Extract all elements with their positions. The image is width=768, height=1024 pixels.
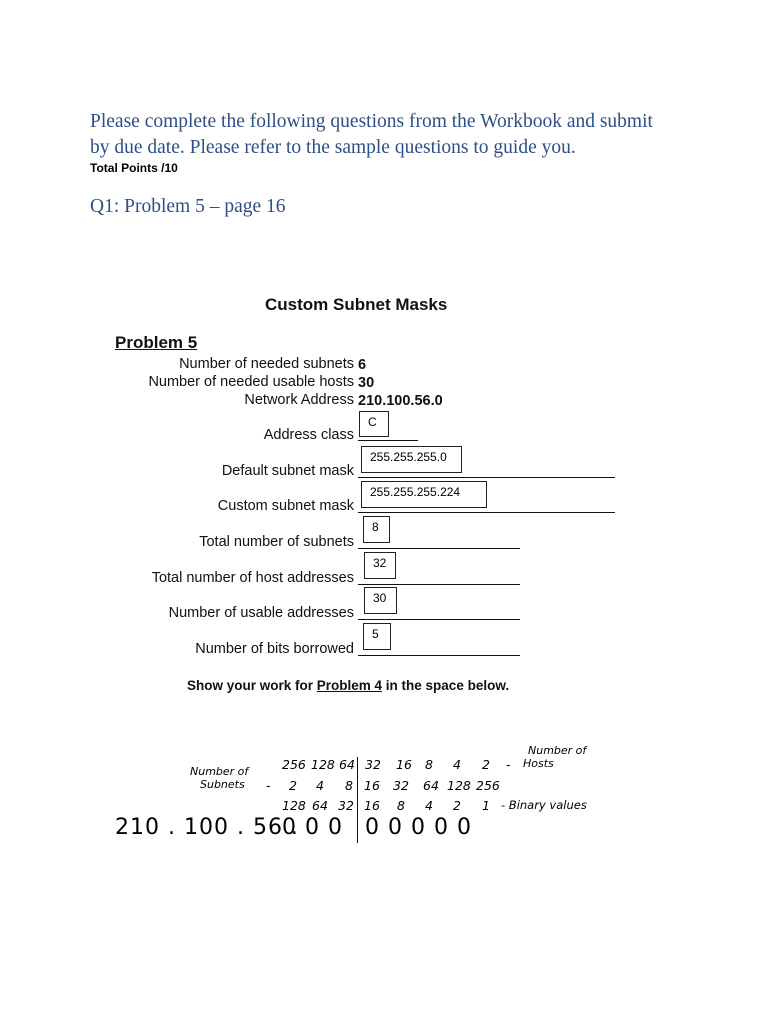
show-work-instruction [187, 678, 509, 693]
handwritten-divider [357, 757, 358, 843]
handwritten-bits-left: 0 0 0 [282, 815, 343, 840]
answer-line-address-class [358, 440, 418, 441]
question-heading: Q1: Problem 5 – page 16 [90, 196, 286, 217]
hosts-val-16: 16 [396, 757, 412, 772]
answer-total-hosts: 32 [364, 552, 396, 579]
answer-line-default-mask [358, 477, 615, 478]
subnets-dash: - [266, 778, 271, 793]
answer-line-total-hosts [358, 584, 520, 585]
given-label-hosts: Number of needed usable hosts [148, 374, 354, 390]
hosts-label-line-1: Number of [528, 744, 587, 757]
total-points: Total Points /10 [90, 161, 178, 175]
hosts-dash: - [506, 757, 511, 772]
answer-address-class: C [359, 411, 389, 437]
hosts-label-line-2: Hosts [523, 757, 554, 770]
answer-line-bits-borrowed [358, 655, 520, 656]
problem-heading: Problem 5 [115, 333, 198, 352]
binary-values-label: - Binary values [501, 798, 587, 812]
show-work-problem-ref: Problem 4 [316, 678, 383, 693]
hosts-val-128: 128 [311, 757, 335, 772]
answer-label-address-class: Address class [263, 427, 354, 443]
answer-label-custom-mask: Custom subnet mask [217, 498, 354, 514]
subnets-val-8: 8 [345, 778, 353, 793]
answer-label-default-mask: Default subnet mask [221, 463, 354, 479]
answer-usable-addresses: 30 [364, 587, 397, 614]
binary-val-128: 128 [282, 798, 306, 813]
given-value-subnets: 6 [358, 357, 367, 373]
binary-val-64: 64 [312, 798, 328, 813]
subnets-val-2: 2 [289, 778, 297, 793]
binary-val-32: 32 [338, 798, 354, 813]
show-work-text-pre: Show your work for [187, 678, 317, 693]
binary-val-2: 2 [453, 798, 461, 813]
answer-label-usable-addresses: Number of usable addresses [168, 605, 354, 621]
answer-total-subnets: 8 [363, 516, 390, 543]
given-value-network-address: 210.100.56.0 [358, 393, 443, 409]
hosts-val-2: 2 [482, 757, 490, 772]
answer-default-mask: 255.255.255.0 [361, 446, 462, 473]
given-label-subnets: Number of needed subnets [179, 356, 354, 372]
subnets-val-4: 4 [316, 778, 324, 793]
binary-val-1: 1 [482, 798, 490, 813]
answer-bits-borrowed: 5 [363, 623, 391, 650]
hosts-val-64: 64 [339, 757, 355, 772]
given-value-hosts: 30 [358, 375, 375, 391]
given-label-network-address: Network Address [244, 392, 354, 408]
answer-line-custom-mask [358, 512, 615, 513]
binary-val-8: 8 [397, 798, 405, 813]
binary-val-16: 16 [364, 798, 380, 813]
subnets-val-32: 32 [393, 778, 409, 793]
instructions [90, 109, 653, 161]
answer-custom-mask: 255.255.255.224 [361, 481, 487, 508]
subnets-val-256: 256 [476, 778, 500, 793]
answer-line-usable-addresses [358, 619, 520, 620]
instructions-line-1: Please complete the following questions from the Workbook and submit [90, 111, 653, 132]
answer-line-total-subnets [358, 548, 520, 549]
subnets-label-line-2: Subnets [200, 778, 245, 791]
subnets-label-line-1: Number of [190, 765, 249, 778]
hosts-val-32: 32 [365, 757, 381, 772]
subnets-val-16: 16 [364, 778, 380, 793]
hosts-val-8: 8 [425, 757, 433, 772]
hosts-val-256: 256 [282, 757, 306, 772]
binary-val-4: 4 [425, 798, 433, 813]
worksheet-title: Custom Subnet Masks [265, 295, 448, 314]
answer-label-total-subnets: Total number of subnets [199, 534, 354, 550]
answer-label-bits-borrowed: Number of bits borrowed [195, 641, 354, 657]
handwritten-bits-right: 0 0 0 0 0 [365, 815, 472, 840]
answer-label-total-hosts: Total number of host addresses [151, 570, 354, 586]
instructions-line-2: by due date. Please refer to the sample questions to guide you. [90, 137, 576, 158]
show-work-text-post: in the space below. [382, 678, 510, 693]
handwritten-address-prefix: 210 . 100 . 56 . [115, 815, 299, 840]
subnets-val-128: 128 [447, 778, 471, 793]
subnets-val-64: 64 [423, 778, 439, 793]
hosts-val-4: 4 [453, 757, 461, 772]
